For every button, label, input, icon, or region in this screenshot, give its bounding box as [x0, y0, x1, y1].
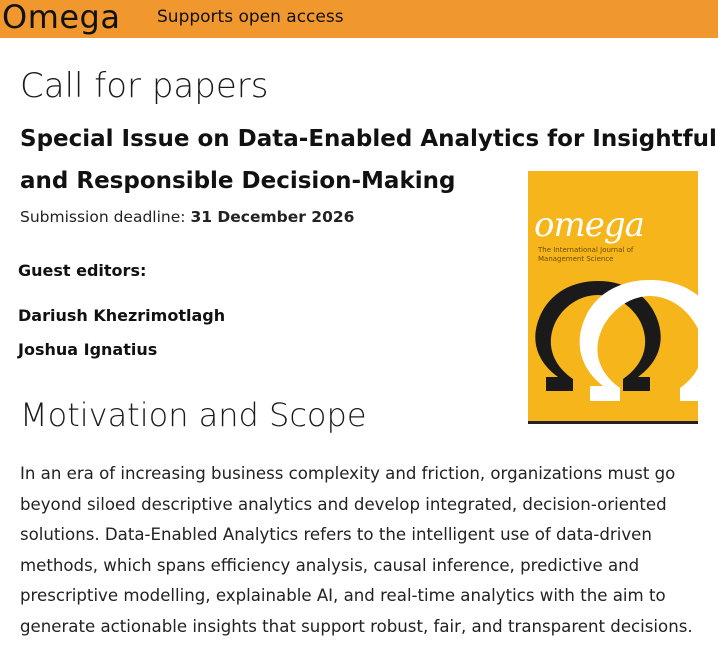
cover-logo: omega — [534, 205, 644, 245]
page-title: Call for papers — [20, 66, 269, 106]
journal-cover-image — [528, 171, 698, 424]
guest-editors-label: Guest editors: — [18, 261, 147, 280]
body-paragraph: In an era of increasing business complexity and friction, organizations must go beyond siloed descriptive analytics and develop integrated, decision-oriented solutions. Data-Enabled Analytics refers to the intelligent use of data-driven methods, which spans efficiency analysis, causal inference, predictive and prescriptive modelling, explainable AI, and real-time analytics with the aim to generate actionable insights that support robust, fair, and transparent decisions. — [20, 464, 693, 636]
top-bar — [0, 0, 718, 38]
cover-subtitle: The International Journal of Management Science — [538, 246, 634, 263]
section-heading: Motivation and Scope — [20, 396, 367, 434]
editor-name: Joshua Ignatius — [18, 340, 158, 359]
editor-name: Dariush Khezrimotlagh — [18, 306, 226, 325]
omega-symbol-icon — [528, 271, 698, 416]
deadline-label: Submission deadline: — [20, 208, 186, 226]
journal-brand-logo[interactable]: Omega — [2, 0, 121, 36]
open-access-label[interactable]: Supports open access — [157, 7, 344, 27]
special-issue-title: Special Issue on Data-Enabled Analytics for Insightful and Responsible Decision-Making — [20, 126, 717, 194]
deadline-value: 31 December 2026 — [190, 208, 355, 226]
submission-deadline — [20, 208, 354, 226]
